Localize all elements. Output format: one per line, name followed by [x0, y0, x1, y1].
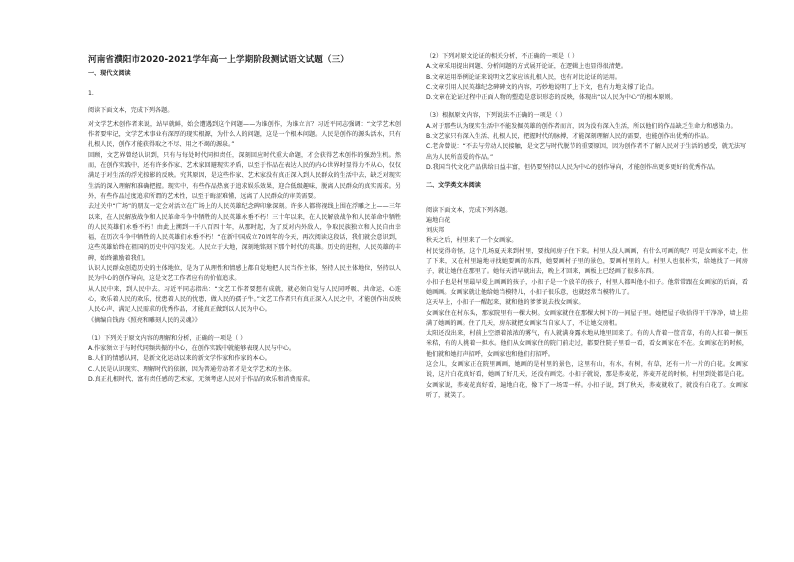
q3-option-b: B.文艺家只有深入生活、扎根人民，把握时代的脉搏，才能深刻理解人民的需要，也能创作出优秀的作品。	[426, 133, 713, 141]
q2-option-b: B.文章运用举例论证来说明文艺家应该扎根人民，也有对比论证的运用。	[426, 73, 622, 81]
question-2: （2）下列对原文论证的相关分析，不正确的一项是（ ）	[426, 53, 579, 60]
passage-paragraph: 去过关中“广场”的朋友一定会对活立在广场上的人民英雄纪念碑印象深刻。许多人都将视线上围在浮雕之上——三年以来，在人民解放战争和人民革命斗争中牺牲的人民英雄永垂不朽！三十年以来，在人民解放战争和人民革命中牺牲的人民英雄们永垂不朽！由此上溯到一千八百四十年，从那时起，为了反对内外敌人，争取民族独立和人民自由幸福，在历次斗争中牺牲的人民英雄们永垂不朽！“在新中国成立70周年的今天，再次阅读这段话，我们就会意识到，这些英雄始终在祖国的历史中闪闪发光。人民立于大地，深刻地铭刻下那个时代的英雄。历史的进程，人民英雄的丰碑，始终激励着我们。	[88, 203, 401, 262]
question-number: 1.	[88, 90, 94, 98]
option-c: C.人民是认识现实、理解时代的依据，因为普通劳动者才是文学艺术的主体。	[88, 365, 296, 373]
story-paragraph: 女画家住在村东头，那家院里有一棵大树。女画家就住在那棵大树下的一间屋子里。她把屋子收拾得干干净净，墙上挂满了她画的画。住了几天，房东就把女画家当自家人了，不让她交房租。	[426, 309, 748, 327]
story-paragraph: 村民觉得奇怪，这个几场夏天来到村里，要找间房子住下来。村里人没人画画，有什么可画的呢？可是女画家不走，住了下来，又在村里遍地寻找她要画的东西，她要画村子里的景色，要画村里的人。村里人也很朴实，给她找了一间房子，就让她住在那里了。她每天清早就出去，晚上才回来，画板上已经画了很多东西。	[426, 247, 748, 276]
q3-option-a: A.对于那些认为现实生活中不能发掘英雄的创作者而言，因为没有深入生活，所以他们的作品缺乏生命力和感染力。	[426, 122, 737, 130]
q2-option-d: D.文章在论证过程中正面人物的塑造是意识形态的反映，体现出“以人民为中心”的根本原则。	[426, 94, 677, 102]
right-column	[426, 0, 748, 560]
story-paragraph: 这会儿，女画家正在院里画画，她画的是村里的景色，这里有山，有水，有树，有草，还有一片一片的白花。女画家说，这片白花真好看，她画了好几天，还没有画完。小扣子就说，那是荞麦花，荞麦开花的时候，村里到处都是白花。女画家说，荞麦花真好看，遍地白花，像下了一场雪一样。小扣子说，到了秋天，荞麦就收了，就没有白花了。女画家听了，就笑了。	[426, 361, 748, 399]
reading-instruction: 阅读下面文本，完成下列各题。	[426, 206, 512, 214]
story-author: 刘庆邦	[426, 227, 445, 235]
option-d: D.真正扎根时代、富有责任感的艺术家，无须考虑人民对于作品的欢乐和消费需求。	[88, 376, 315, 384]
passage-paragraph: 回顾，文艺界曾经认识到，只有与每处时代同担责任，深刻回应时代重大命题，才会获得艺术创作的强劲生机。然而，在创作实践中，还有许多作家、艺术家回避现实矛盾，以至于作品在表达人民的内心世界时显得力不从心，仅仅满足于对生活的浮光掠影的反映。究其原因，是这些作家、艺术家没有真正深入到人民群众的生活中去，缺乏对现实生活的深入理解和准确把握。现实中，有些作品热衷于追求娱乐效果，迎合低级趣味，脱离人民群众的真实需求。另外，有些作品过度追求所谓的艺术性，以至于晦涩难懂，远离了人民群众的审美需要。	[88, 151, 401, 200]
q3-option-c: C.老舍曾说：“不去与劳动人民接触，是文艺与时代脱节的重要原因，因为创作者不了解人民对于生活的感受，就无法写出为人民所喜爱的作品。”	[426, 143, 747, 161]
q3-option-d: D.我国当代文化产品供给日益丰富，但仍要坚持以人民为中心的创作导向，才能创作出更多更好的优秀作品。	[426, 163, 720, 171]
left-column	[88, 0, 401, 560]
passage-source: 《摘编自钱海《照亮和雕刻人民的灵魂》》	[88, 316, 201, 324]
passage-paragraph: 从人民中来，到人民中去。习近平同志指出：“文艺工作者要想有成就，就必须自觉与人民同呼吸、共命运、心连心，欢乐着人民的欢乐，忧患着人民的忧患，做人民的孺子牛。”文艺工作者只有真正深入人民之中，才能创作出反映人民心声、满足人民需求的优秀作品，才能真正做到以人民为中心。	[88, 285, 401, 314]
option-a: A.作家须立于与时代同频共振的中心，在创作实践中就能够表现人民与中心。	[88, 345, 296, 353]
question-3: （3）根据原文内容，下列说法不正确的一项是（ ）	[426, 112, 566, 120]
passage-paragraph: 对文学艺术创作者来说，站早就鲜，始会遭遇到这个问题——为谁创作，为谁立言？习近平同志强调：“文学艺术创作者要牢记，文学艺术事业有深厚的现实根源，为什么人的问题，这是一个根本问题。人民是创作的源头活水，只有扎根人民，创作才能获得取之不尽、用之不竭的源泉。”	[88, 120, 401, 149]
section-heading-literary-reading: 二、文学类文本阅读	[426, 182, 481, 190]
section-heading-modern-reading: 一、现代文阅读	[88, 70, 131, 77]
story-title: 遍地白花	[426, 216, 451, 224]
story-paragraph: 太阳还没出来，村前上空漂着浓浓的雾气，有人就满身露水地从地里回来了。有的人背着一筐青草，有的人扛着一捆玉米秸，有的人挑着一担水。他们从女画家住的院门前走过，都要往院子里看一看，看女画家在不在。女画家在的时候，他们就和她打声招呼，女画家也和他们打招呼。	[426, 330, 748, 358]
q2-option-c: C.文章引用人民英雄纪念碑碑文的内容，巧妙地说明了上下文，也有力地支撑了论点。	[426, 83, 658, 91]
reading-instruction: 阅读下面文本，完成下列各题。	[88, 106, 174, 114]
option-b: B.人们的情感认同，是新文化运动以来的新文学作家和作家的本心。	[88, 355, 271, 363]
passage-paragraph: 认识人民群众创造历史的主体地位，是为了从理性和情感上都自觉地把人民当作主体，坚持人民主体地位，坚持以人民为中心的创作导向，这是文艺工作者应有的价值追求。	[88, 265, 401, 283]
q2-option-a: A.文章采用提出问题、分析问题的方式展开论证，在逻辑上也显得很清楚。	[426, 63, 627, 71]
page-title: 河南省濮阳市2020-2021学年高一上学期阶段测试语文试题（三）	[88, 55, 349, 65]
story-paragraph: 秋天之后，村里来了一个女画家。	[426, 237, 518, 245]
story-paragraph: 这天早上，小扣子一醒起来，就和他的爹爹说去找女画家。	[426, 299, 585, 307]
question-1: （1）下列关于原文内容的理解和分析，正确的一项是（ ）	[88, 334, 247, 342]
story-paragraph: 小扣子也是村里最早爱上画画的孩子，小扣子是一个放羊的孩子，村里人都叫他小扣子。他常常跟在女画家的后面，看她画画。女画家就让他给她当模特儿，小扣子很乐意，也就经常当模特儿了。	[426, 278, 748, 296]
